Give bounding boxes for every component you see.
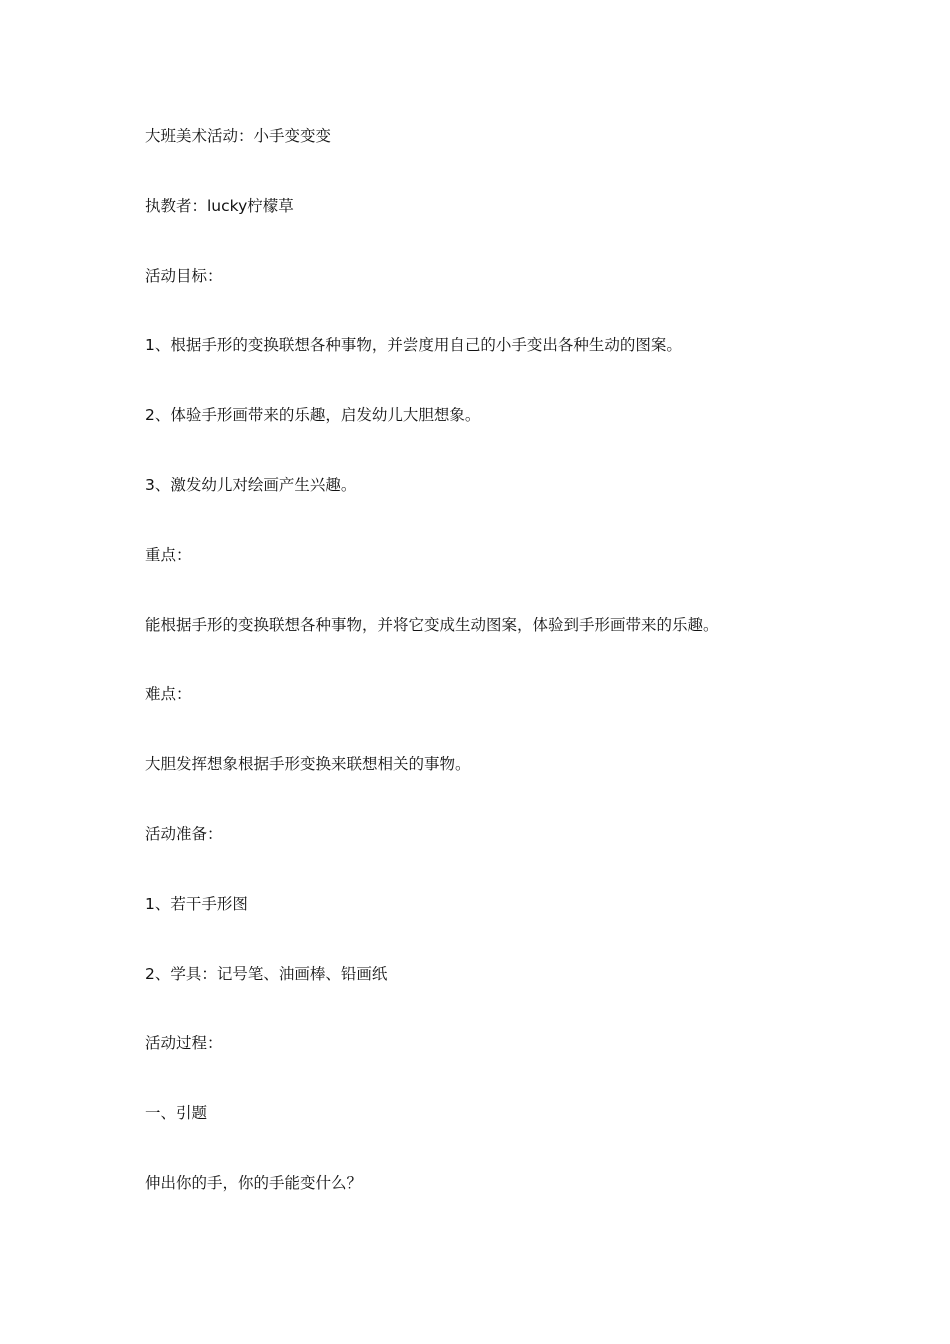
document-body <box>145 124 845 1241</box>
document-title: 大班美术活动：小手变变变 <box>145 127 332 145</box>
process-step-text: 伸出你的手，你的手能变什么？ <box>145 1173 363 1192</box>
teacher-line: 执教者：lucky柠檬草 <box>145 196 294 215</box>
difficulties-text: 大胆发挥想象根据手形变换来联想相关的事物。 <box>145 755 471 774</box>
section-heading-preparation: 活动准备： <box>145 824 223 843</box>
section-heading-difficulties: 难点： <box>145 685 192 704</box>
goal-item-1: 1、根据手形的变换联想各种事物，并尝度用自己的小手变出各种生动的图案。 <box>145 336 682 355</box>
preparation-item-1: 1、若干手形图 <box>145 894 248 913</box>
goal-item-2: 2、体验手形画带来的乐趣，启发幼儿大胆想象。 <box>145 406 481 425</box>
key-points-text: 能根据手形的变换联想各种事物，并将它变成生动图案，体验到手形画带来的乐趣。 <box>145 615 719 634</box>
section-heading-goals: 活动目标： <box>145 266 223 285</box>
goal-item-3: 3、激发幼儿对绘画产生兴趣。 <box>145 475 357 494</box>
section-heading-process: 活动过程： <box>145 1034 223 1053</box>
section-heading-key-points: 重点： <box>145 545 192 564</box>
process-step-heading: 一、引题 <box>145 1104 208 1123</box>
preparation-item-2: 2、学具：记号笔、油画棒、铅画纸 <box>145 964 388 983</box>
